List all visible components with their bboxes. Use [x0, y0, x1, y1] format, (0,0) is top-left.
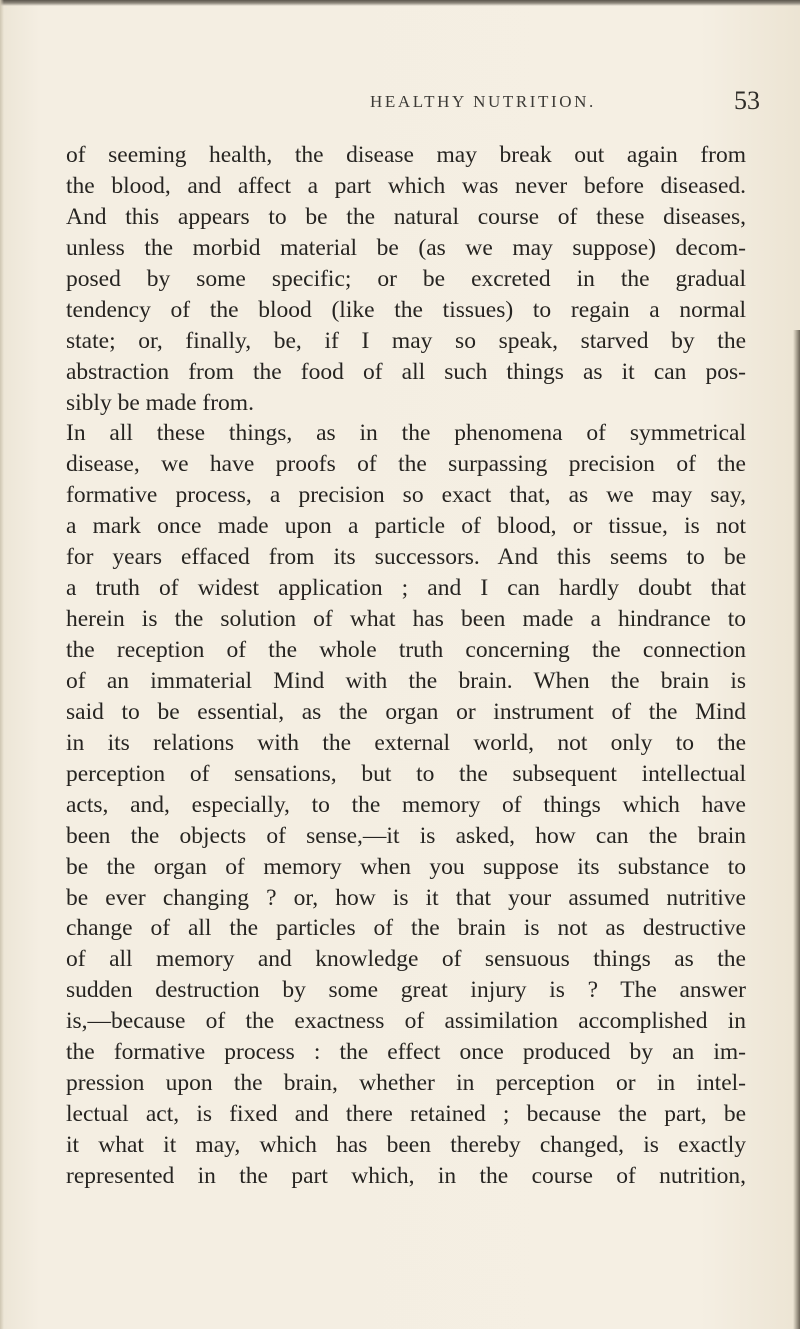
page-number: 53 [734, 86, 760, 115]
text-line: change of all the particles of the brain is not as destructive [66, 915, 746, 942]
text-line: posed by some specific; or be excreted in the gradual [66, 265, 746, 292]
text-line: represented in the part which, in the course of nutrition, [66, 1162, 746, 1189]
text-line: acts, and, especially, to the memory of things which have [66, 791, 746, 818]
text-line: of an immaterial Mind with the brain. When the brain is [66, 667, 746, 694]
text-line: been the objects of sense,—it is asked, how can the brain [66, 822, 746, 849]
running-head [0, 86, 800, 122]
text-line: unless the morbid material be (as we may suppose) decom- [66, 234, 746, 261]
text-line: sibly be made from. [66, 389, 254, 416]
running-head-title: HEALTHY NUTRITION. [370, 92, 596, 111]
text-line: be ever changing ? or, how is it that your assumed nutritive [66, 884, 746, 911]
text-line: said to be essential, as the organ or instrument of the Mind [66, 698, 746, 725]
left-gutter-shadow [0, 0, 4, 1329]
text-line: of all memory and knowledge of sensuous things as the [66, 946, 746, 973]
text-line: formative process, a precision so exact that, as we may say, [66, 482, 746, 509]
text-line: the reception of the whole truth concerning the connection [66, 637, 746, 663]
text-line: tendency of the blood (like the tissues) to regain a normal [66, 296, 746, 323]
top-edge-shadow [0, 0, 800, 6]
text-line: a truth of widest application ; and I can hardly doubt that [66, 575, 746, 602]
text-line: of seeming health, the disease may break out again from [66, 142, 746, 168]
body-text [66, 140, 746, 1192]
text-line: abstraction from the food of all such things as it can pos- [66, 358, 746, 385]
text-line: the formative process : the effect once produced by an im- [66, 1039, 746, 1066]
text-line: a mark once made upon a particle of blood, or tissue, is not [66, 513, 746, 540]
text-line: disease, we have proofs of the surpassing precision of the [66, 451, 746, 478]
text-line: And this appears to be the natural course of these diseases, [66, 203, 746, 230]
text-line: pression upon the brain, whether in perception or in intel- [66, 1070, 746, 1097]
text-line: the blood, and affect a part which was never before diseased. [66, 172, 746, 199]
text-line: lectual act, is fixed and there retained ; because the part, be [66, 1101, 746, 1128]
right-page-edge [793, 330, 800, 1329]
text-line: it what it may, which has been thereby changed, is exactly [66, 1132, 746, 1158]
text-line: state; or, finally, be, if I may so speak, starved by the [66, 327, 746, 354]
text-line: be the organ of memory when you suppose its substance to [66, 853, 746, 880]
text-line: herein is the solution of what has been made a hindrance to [66, 606, 746, 633]
text-line: In all these things, as in the phenomena of symmetrical [66, 420, 746, 447]
text-line: for years effaced from its successors. And this seems to be [66, 544, 746, 571]
text-line: perception of sensations, but to the subsequent intellectual [66, 760, 746, 787]
text-line: sudden destruction by some great injury is ? The answer [66, 977, 746, 1004]
text-line: is,—because of the exactness of assimilation accomplished in [66, 1008, 746, 1035]
text-line: in its relations with the external world, not only to the [66, 729, 746, 756]
